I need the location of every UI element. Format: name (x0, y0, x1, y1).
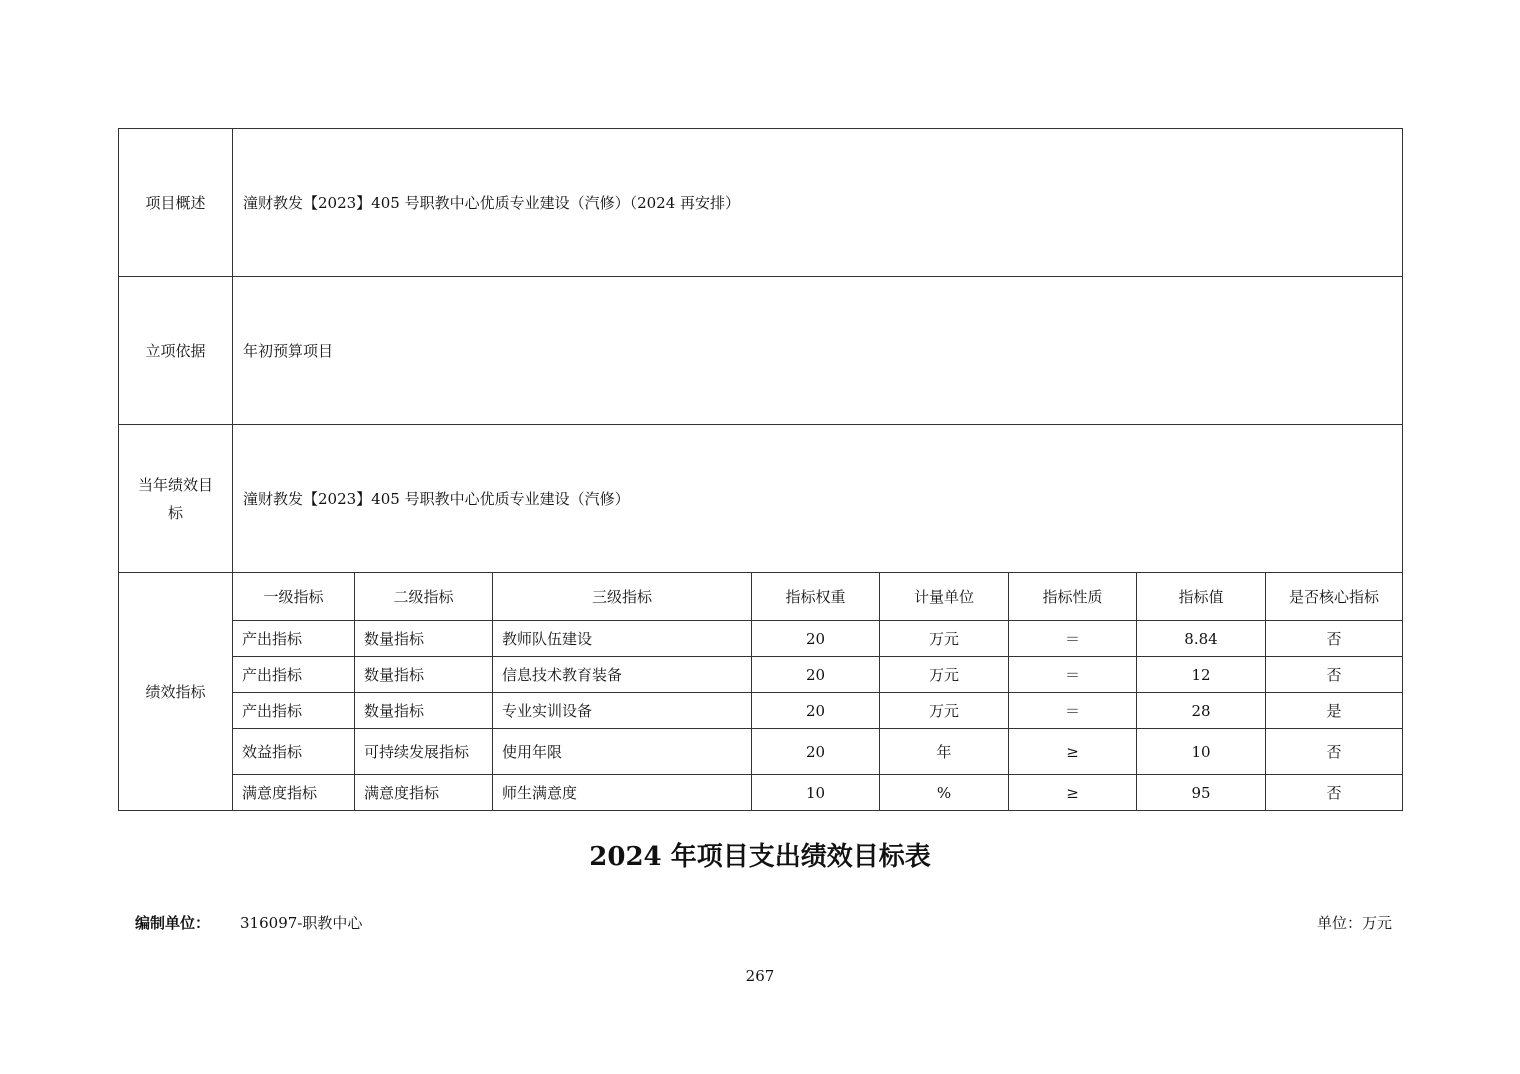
cell-level2: 数量指标 (355, 657, 493, 693)
cell-unit: 万元 (880, 693, 1009, 729)
annual-goal-label-line2: 标 (167, 503, 183, 522)
cell-weight: 10 (752, 775, 880, 811)
table-row (119, 775, 1403, 811)
header-level1: 一级指标 (233, 573, 355, 621)
overview-row (119, 129, 1403, 277)
cell-weight: 20 (752, 729, 880, 775)
cell-level2: 满意度指标 (355, 775, 493, 811)
overview-value: 潼财教发【2023】405 号职教中心优质专业建设（汽修）（2024 再安排） (233, 129, 1403, 277)
cell-nature: ＝ (1009, 693, 1137, 729)
table-row (119, 729, 1403, 775)
header-level2: 二级指标 (355, 573, 493, 621)
header-nature: 指标性质 (1009, 573, 1137, 621)
compiling-unit-value: 316097-职教中心 (240, 914, 363, 932)
cell-level2: 可持续发展指标 (355, 729, 493, 775)
indicators-label: 绩效指标 (119, 573, 233, 811)
cell-level3: 使用年限 (493, 729, 752, 775)
performance-table-sheet (118, 128, 1402, 811)
table-row (119, 621, 1403, 657)
cell-value: 10 (1137, 729, 1266, 775)
cell-unit: 年 (880, 729, 1009, 775)
annual-goal-label (119, 425, 233, 573)
cell-weight: 20 (752, 657, 880, 693)
cell-level3: 信息技术教育装备 (493, 657, 752, 693)
cell-level3: 师生满意度 (493, 775, 752, 811)
performance-table (118, 128, 1403, 811)
cell-nature: ＝ (1009, 657, 1137, 693)
page-number: 267 (745, 967, 775, 985)
basis-value: 年初预算项目 (233, 277, 1403, 425)
table-row (119, 657, 1403, 693)
cell-value: 95 (1137, 775, 1266, 811)
compiling-unit-label: 编制单位： (135, 914, 211, 932)
cell-value: 8.84 (1137, 621, 1266, 657)
cell-weight: 20 (752, 693, 880, 729)
cell-value: 12 (1137, 657, 1266, 693)
header-level3: 三级指标 (493, 573, 752, 621)
cell-level1: 效益指标 (233, 729, 355, 775)
table-row (119, 693, 1403, 729)
cell-unit: 万元 (880, 657, 1009, 693)
cell-nature: ＝ (1009, 621, 1137, 657)
cell-level1: 产出指标 (233, 657, 355, 693)
cell-level1: 产出指标 (233, 621, 355, 657)
cell-value: 28 (1137, 693, 1266, 729)
cell-core: 否 (1266, 775, 1403, 811)
annual-goal-value: 潼财教发【2023】405 号职教中心优质专业建设（汽修） (233, 425, 1403, 573)
page-title: 2024 年项目支出绩效目标表 (589, 842, 931, 872)
annual-goal-row (119, 425, 1403, 573)
cell-level3: 专业实训设备 (493, 693, 752, 729)
indicator-header-row (119, 573, 1403, 621)
header-value: 指标值 (1137, 573, 1266, 621)
currency-unit: 单位：万元 (1316, 914, 1392, 932)
header-weight: 指标权重 (752, 573, 880, 621)
cell-core: 否 (1266, 657, 1403, 693)
cell-core: 否 (1266, 621, 1403, 657)
cell-level2: 数量指标 (355, 693, 493, 729)
basis-label: 立项依据 (119, 277, 233, 425)
cell-unit: 万元 (880, 621, 1009, 657)
cell-nature: ≥ (1009, 729, 1137, 775)
cell-core: 是 (1266, 693, 1403, 729)
annual-goal-label-line1: 当年绩效目 (137, 475, 213, 494)
cell-level3: 教师队伍建设 (493, 621, 752, 657)
basis-row (119, 277, 1403, 425)
cell-unit: % (880, 775, 1009, 811)
header-unit: 计量单位 (880, 573, 1009, 621)
cell-level1: 满意度指标 (233, 775, 355, 811)
cell-core: 否 (1266, 729, 1403, 775)
compiling-unit (135, 912, 362, 933)
cell-level1: 产出指标 (233, 693, 355, 729)
cell-level2: 数量指标 (355, 621, 493, 657)
cell-nature: ≥ (1009, 775, 1137, 811)
overview-label: 项目概述 (119, 129, 233, 277)
cell-weight: 20 (752, 621, 880, 657)
header-core: 是否核心指标 (1266, 573, 1403, 621)
